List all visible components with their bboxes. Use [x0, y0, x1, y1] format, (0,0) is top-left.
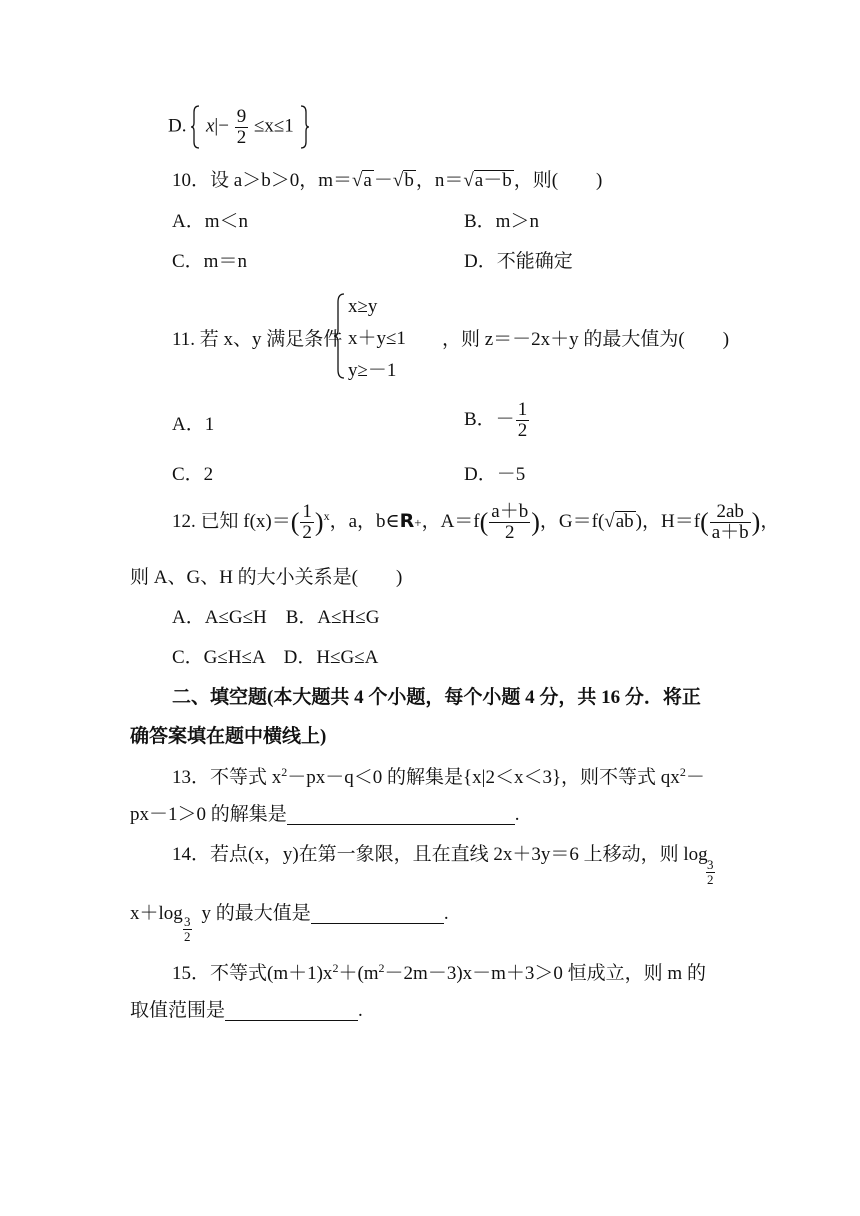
radicand: ab — [615, 510, 634, 532]
q14-log-base-2 — [183, 915, 192, 945]
exponent: 2 — [281, 765, 288, 779]
numerator: 3 — [184, 914, 191, 929]
sqrt-ab: √ab — [604, 510, 634, 532]
q11-option-c[interactable]: C．2 — [172, 464, 214, 485]
radicand: b — [404, 170, 414, 191]
radicand: a — [363, 170, 372, 191]
q11-condition-2: x＋y≤1 — [348, 328, 406, 349]
fraction-2ab-over-a-plus-b — [710, 502, 751, 543]
exponent: x — [323, 508, 330, 523]
q11-option-a[interactable]: A．1 — [172, 414, 215, 435]
left-brace-icon — [334, 292, 346, 380]
text-segment: ＋(m — [338, 963, 379, 984]
fraction-9-over-2 — [235, 107, 249, 148]
numerator: a＋b — [491, 501, 529, 522]
text-segment: ，a，b∈ — [329, 510, 400, 532]
answer-paren: ，则( ) — [513, 170, 603, 191]
right-brace-icon — [299, 104, 309, 150]
answer-blank[interactable] — [311, 904, 444, 924]
q13-line-1 — [172, 766, 705, 787]
answer-blank[interactable] — [225, 1001, 358, 1021]
text-segment: ， — [760, 510, 780, 532]
q9-option-d: D. x|− $\frac{9}{2}$ ≤x≤1 — [168, 104, 309, 150]
period: . — [358, 1000, 363, 1021]
q11-option-b[interactable] — [464, 400, 530, 441]
text-segment: )，H＝f — [635, 510, 701, 532]
fraction-1-over-2 — [516, 400, 530, 441]
text-segment: 13．不等式 x — [172, 767, 282, 788]
option-label: D. — [168, 115, 187, 137]
inequality-tail: ≤x≤1 — [253, 115, 294, 137]
q10-option-a[interactable]: A．m＜n — [172, 211, 249, 232]
q12-question-line: 则 A、G、H 的大小关系是( ) — [130, 567, 403, 588]
q10-option-c[interactable]: C．m＝n — [172, 251, 247, 272]
right-paren-icon: ) — [751, 507, 761, 537]
question-number: 12. 已知 f(x)＝ — [172, 510, 291, 532]
q14-line-1 — [172, 845, 708, 864]
text-segment: 15．不等式(m＋1)x — [172, 963, 333, 984]
q12-options-cd[interactable]: C．G≤H≤A D．H≤G≤A — [172, 647, 379, 668]
exponent: 2 — [378, 961, 385, 975]
q10-option-b[interactable]: B．m＞n — [464, 211, 539, 232]
numerator: 3 — [707, 857, 714, 872]
denominator: 2 — [236, 126, 247, 148]
sqrt-a: √a — [351, 170, 372, 191]
section-heading-line-1: 二、填空题(本大题共 4 个小题，每个小题 4 分，共 16 分．将正 — [172, 687, 701, 708]
left-paren-icon: ( — [479, 507, 489, 537]
var-x: x — [205, 115, 215, 137]
left-paren-icon: ( — [700, 507, 709, 537]
q11-stem-prefix: 11. 若 x、y 满足条件 — [172, 329, 343, 350]
q12-options-ab[interactable]: A．A≤G≤H B．A≤H≤G — [172, 607, 380, 628]
q15-line-1 — [172, 962, 706, 983]
denominator: a＋b — [711, 521, 749, 543]
fraction-one-half — [300, 502, 314, 543]
numerator: 1 — [517, 399, 528, 420]
option-label: B．－ — [464, 408, 515, 430]
q11-option-d[interactable]: D．－5 — [464, 464, 526, 485]
q15-line-2 — [130, 1001, 363, 1021]
exponent: 2 — [332, 961, 339, 975]
right-paren-icon: ) — [531, 507, 540, 537]
period: . — [443, 903, 449, 924]
left-paren-icon: ( — [290, 507, 300, 537]
q14-log-base-1 — [706, 858, 715, 888]
n-def: ，n＝ — [415, 170, 464, 191]
question-number: 10．设 — [172, 170, 230, 191]
text-segment: －2m－3)x－m＋3＞0 恒成立，则 m 的 — [384, 963, 706, 984]
numerator: 9 — [236, 105, 247, 127]
fraction-a-plus-b-over-2 — [489, 502, 530, 543]
denominator: 2 — [302, 521, 312, 543]
q14-line-2 — [130, 904, 449, 924]
left-brace-icon — [191, 104, 201, 150]
minus-sign: － — [373, 170, 393, 191]
denominator: 2 — [184, 929, 191, 945]
period: . — [514, 804, 520, 825]
text-segment: 14．若点(x，y)在第一象限，且在直线 2x＋3y＝6 上移动，则 log — [172, 844, 708, 865]
denominator: 2 — [517, 419, 528, 441]
right-paren-icon: ) — [314, 507, 324, 537]
text-segment: － — [685, 767, 705, 788]
sqrt-a-minus-b: √a－b — [463, 170, 512, 191]
denominator: 2 — [707, 872, 714, 888]
q11-stem-suffix: ，则 z＝－2x＋y 的最大值为( ) — [442, 329, 730, 350]
q13-line-2 — [130, 805, 520, 825]
section-heading-line-2: 确答案填在题中横线上) — [130, 726, 327, 747]
real-set-symbol: R — [399, 509, 415, 532]
q10-stem — [172, 170, 602, 190]
q11-condition-3: y≥－1 — [348, 360, 397, 381]
q12-stem — [172, 502, 779, 543]
q10-option-d[interactable]: D．不能确定 — [464, 251, 573, 272]
numerator: 1 — [302, 501, 312, 522]
text-segment: y 的最大值是 — [196, 903, 311, 924]
answer-blank[interactable] — [287, 805, 515, 825]
denominator: 2 — [505, 521, 515, 543]
text-segment: px－1＞0 的解集是 — [130, 804, 287, 825]
text-segment: 取值范围是 — [130, 1000, 226, 1021]
sqrt-b: √b — [392, 170, 414, 191]
text-segment: ，G＝f( — [539, 510, 605, 532]
q11-condition-1: x≥y — [348, 296, 378, 317]
text-segment: x＋log — [130, 903, 183, 924]
subscript: + — [414, 514, 422, 530]
condition-text: a＞b＞0，m＝ — [233, 170, 352, 191]
numerator: 2ab — [710, 502, 751, 523]
minus-sign: − — [218, 115, 229, 137]
exponent: 2 — [679, 765, 686, 779]
radicand: a－b — [474, 170, 512, 191]
text-segment: ，A＝f — [421, 510, 480, 532]
text-segment: －px－q＜0 的解集是{x|2＜x＜3}，则不等式 qx — [287, 767, 680, 788]
